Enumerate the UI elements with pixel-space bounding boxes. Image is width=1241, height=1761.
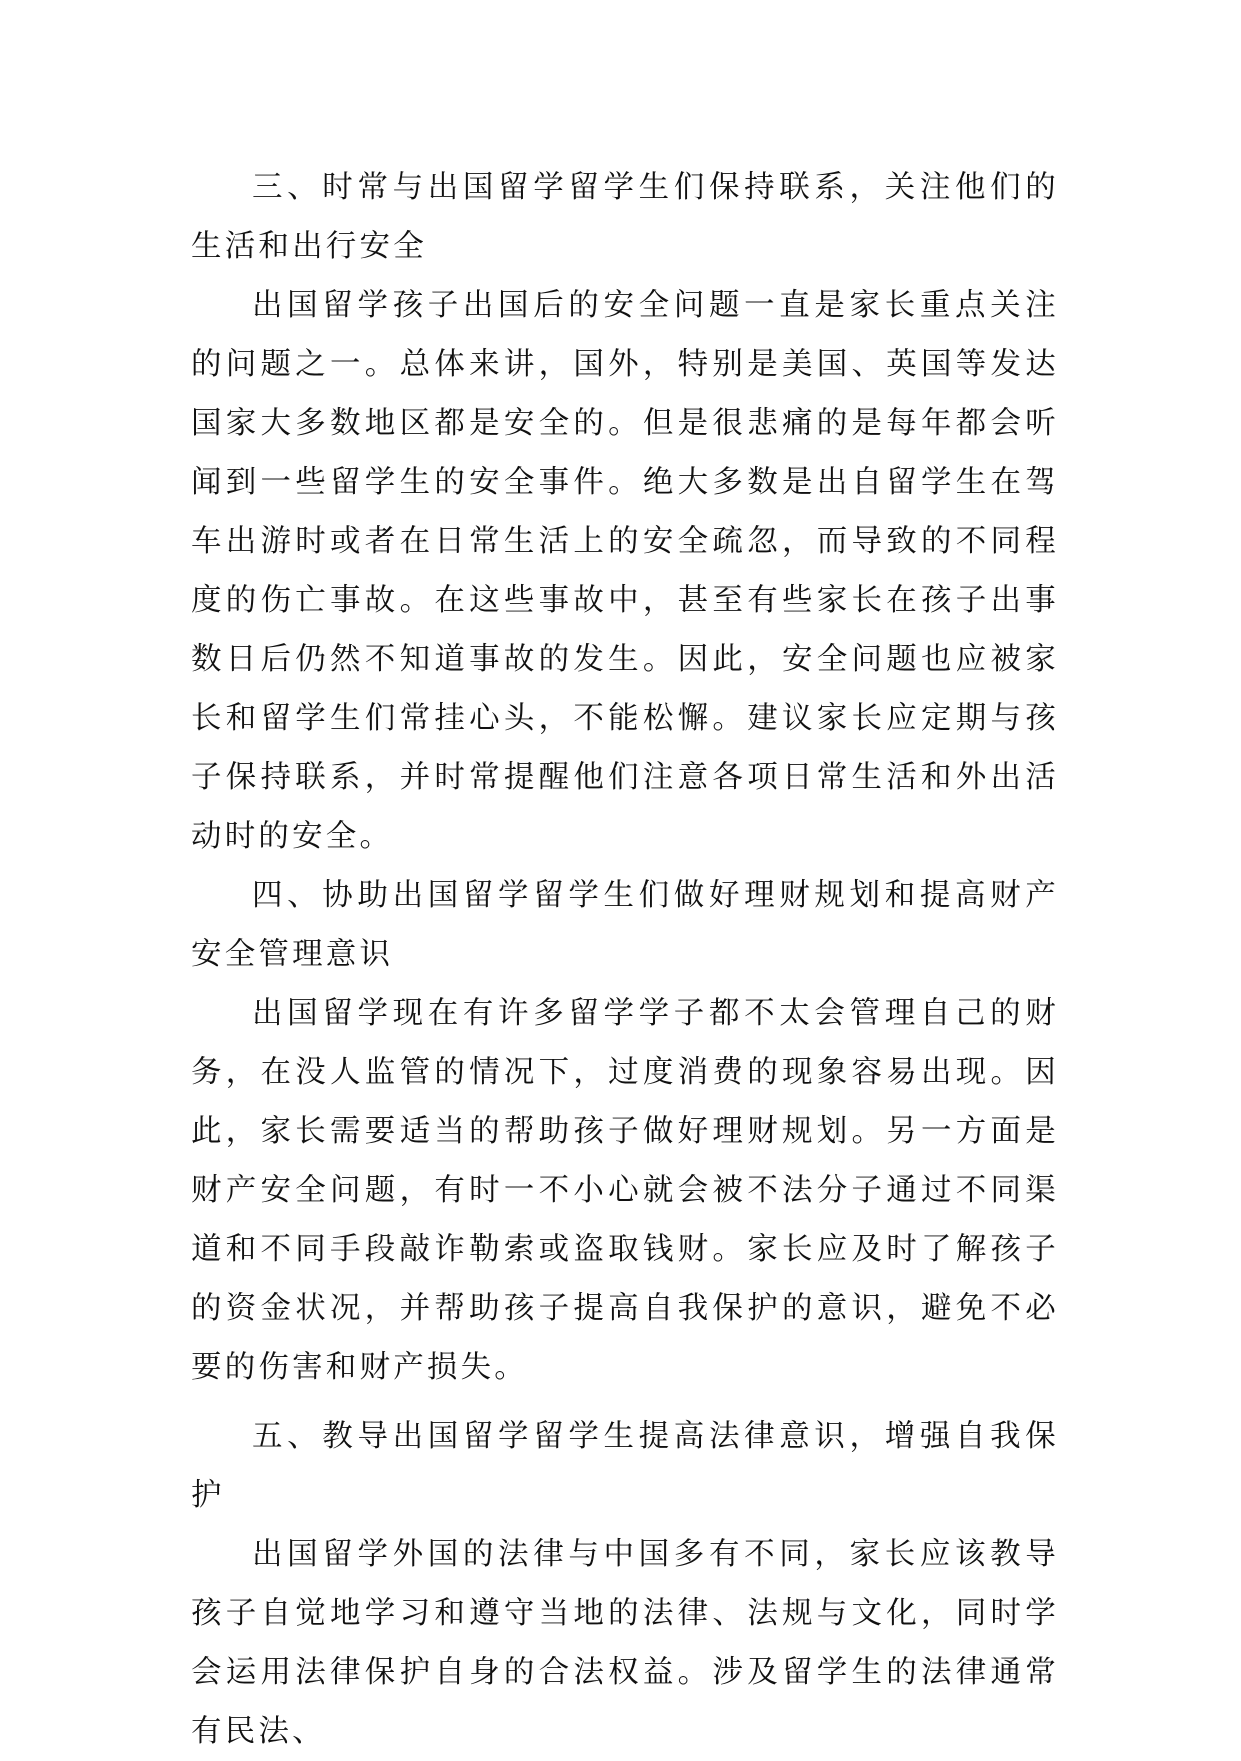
document-body [191, 158, 1059, 1761]
paragraph-finance: 出国留学现在有许多留学学子都不太会管理自己的财务，在没人监管的情况下，过度消费的现象容易出现。因此，家长需要适当的帮助孩子做好理财规划。另一方面是财产安全问题，有时一不小心就会被不法分子通过不同渠道和不同手段敲诈勒索或盗取钱财。家长应及时了解孩子的资金状况，并帮助孩子提高自我保护的意识，避免不必要的伤害和财产损失。 [191, 996, 1059, 1385]
section-heading-5: 五、教导出国留学留学生提高法律意识，增强自我保护 [191, 1419, 1059, 1513]
section-heading-4: 四、协助出国留学留学生们做好理财规划和提高财产安全管理意识 [191, 878, 1059, 972]
section-heading-3: 三、时常与出国留学留学生们保持联系，关注他们的生活和出行安全 [191, 170, 1059, 264]
paragraph-safety: 出国留学孩子出国后的安全问题一直是家长重点关注的问题之一。总体来讲，国外，特别是美国、英国等发达国家大多数地区都是安全的。但是很悲痛的是每年都会听闻到一些留学生的安全事件。绝大多数是出自留学生在驾车出游时或者在日常生活上的安全疏忽，而导致的不同程度的伤亡事故。在这些事故中，甚至有些家长在孩子出事数日后仍然不知道事故的发生。因此，安全问题也应被家长和留学生们常挂心头，不能松懈。建议家长应定期与孩子保持联系，并时常提醒他们注意各项日常生活和外出活动时的安全。 [191, 288, 1059, 854]
paragraph-law: 出国留学外国的法律与中国多有不同，家长应该教导孩子自觉地学习和遵守当地的法律、法规与文化，同时学会运用法律保护自身的合法权益。涉及留学生的法律通常有民法、 [191, 1537, 1059, 1749]
